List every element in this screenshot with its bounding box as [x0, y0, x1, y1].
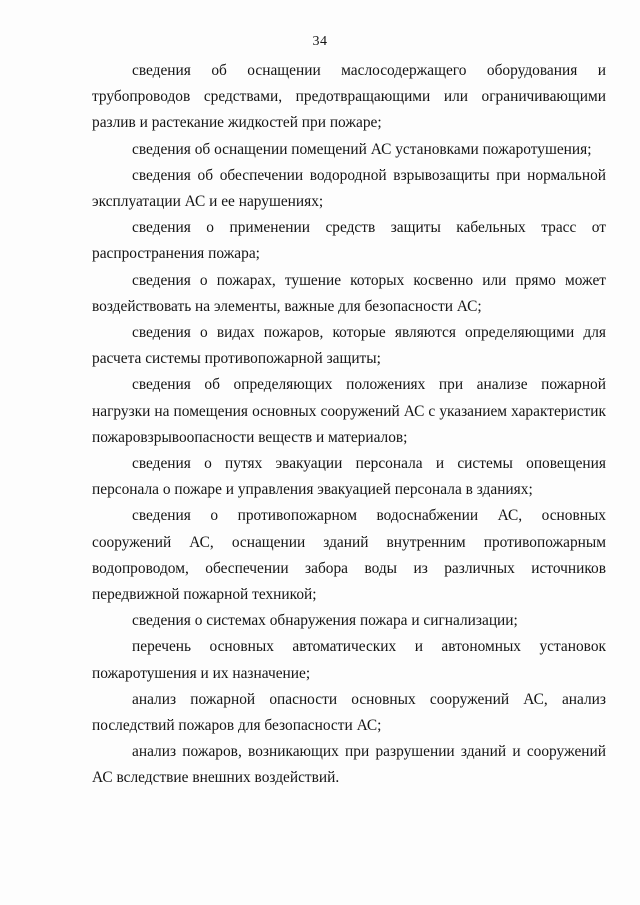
page-number: 34 [312, 34, 328, 49]
paragraph: сведения о путях эвакуации персонала и системы оповещения персонала о пожаре и управления эвакуацией персонала в зданиях; [92, 455, 606, 499]
paragraph: сведения об оснащении маслосодержащего оборудования и трубопроводов средствами, предотвращающими или ограничивающими разлив и растекание жидкостей при пожаре; [92, 62, 606, 132]
paragraph: перечень основных автоматических и автономных установок пожаротушения и их назначение; [92, 638, 606, 682]
paragraph: сведения об обеспечении водородной взрывозащиты при нормальной эксплуатации АС и ее нарушениях; [92, 166, 606, 211]
paragraph: сведения о системах обнаружения пожара и сигнализации; [132, 612, 518, 630]
paragraph: сведения об определяющих положениях при анализе пожарной нагрузки на помещения основных сооружений АС с указанием характеристик пожаровзрывоопасности веществ и материалов; [92, 376, 606, 446]
paragraph: сведения о применении средств защиты кабельных трасс от распространения пожара; [92, 219, 606, 263]
paragraph: анализ пожаров, возникающих при разрушении зданий и сооружений АС вследствие внешних воздействий. [92, 743, 606, 787]
body-text [92, 58, 606, 792]
paragraph: сведения о пожарах, тушение которых косвенно или прямо может воздействовать на элементы, важные для безопасности АС; [92, 271, 606, 315]
paragraph: сведения о видах пожаров, которые являются определяющими для расчета системы противопожарной защиты; [92, 324, 606, 368]
paragraph: сведения о противопожарном водоснабжении АС, основных сооружений АС, оснащении зданий внутренним противопожарным водопроводом, обеспечении забора воды из различных источников передвижной пожарной техникой; [92, 507, 606, 604]
paragraph: анализ пожарной опасности основных сооружений АС, анализ последствий пожаров для безопасности АС; [92, 690, 606, 735]
paragraph: сведения об оснащении помещений АС установками пожаротушения; [132, 140, 592, 158]
